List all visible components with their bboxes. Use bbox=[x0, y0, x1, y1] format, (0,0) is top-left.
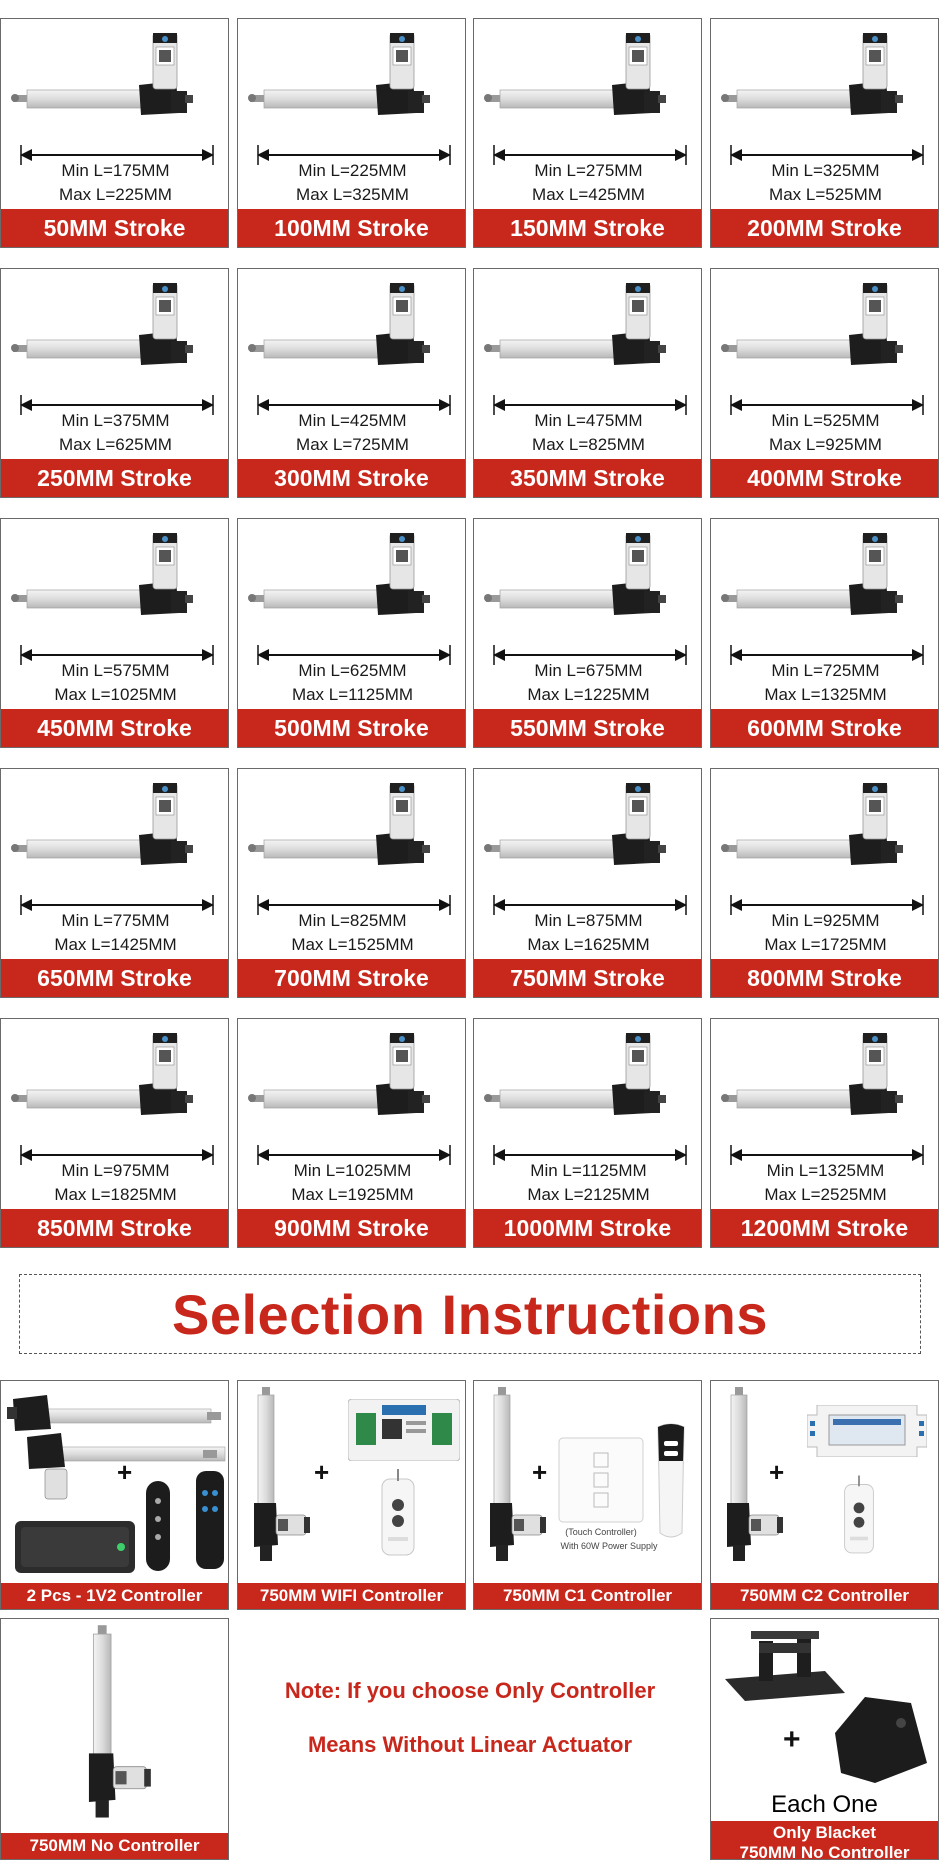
stroke-label: 1000MM Stroke bbox=[474, 1209, 701, 1247]
note-line-1: Note: If you choose Only Controller bbox=[284, 1678, 656, 1703]
stroke-row bbox=[0, 18, 940, 248]
max-length: Max L=1625MM bbox=[527, 935, 650, 954]
min-length: Min L=275MM bbox=[534, 161, 643, 180]
linear-actuator-image bbox=[248, 533, 460, 633]
controller-option-c1[interactable] bbox=[473, 1380, 702, 1610]
linear-actuator-image bbox=[11, 783, 223, 883]
plus-sign: + bbox=[532, 1457, 548, 1487]
bracket-label-line-1: Only Blacket bbox=[773, 1823, 876, 1842]
bracket-label-line-2: 750MM No Controller bbox=[739, 1843, 910, 1860]
min-length: Min L=225MM bbox=[298, 161, 407, 180]
max-length: Max L=625MM bbox=[59, 435, 172, 454]
min-length: Min L=525MM bbox=[771, 411, 880, 430]
stroke-label: 700MM Stroke bbox=[238, 959, 465, 997]
linear-actuator-image bbox=[484, 533, 696, 633]
min-length: Min L=425MM bbox=[298, 411, 407, 430]
stroke-card-900[interactable] bbox=[237, 1018, 466, 1248]
min-length: Min L=925MM bbox=[771, 911, 880, 930]
max-length: Max L=1025MM bbox=[54, 685, 177, 704]
stroke-card-800[interactable] bbox=[710, 768, 939, 998]
stroke-label: 350MM Stroke bbox=[474, 459, 701, 497]
stroke-label: 100MM Stroke bbox=[238, 209, 465, 247]
power-supply-caption: With 60W Power Supply bbox=[560, 1541, 658, 1551]
max-length: Max L=225MM bbox=[59, 185, 172, 204]
controller-label: 750MM C1 Controller bbox=[474, 1583, 701, 1609]
stroke-card-1000[interactable] bbox=[473, 1018, 702, 1248]
stroke-card-400[interactable] bbox=[710, 268, 939, 498]
stroke-label: 150MM Stroke bbox=[474, 209, 701, 247]
stroke-label: 600MM Stroke bbox=[711, 709, 938, 747]
stroke-row bbox=[0, 268, 940, 498]
min-length: Min L=825MM bbox=[298, 911, 407, 930]
note-line-2: Means Without Linear Actuator bbox=[307, 1732, 633, 1757]
stroke-card-350[interactable] bbox=[473, 268, 702, 498]
bracket-label bbox=[711, 1821, 938, 1860]
linear-actuator-image bbox=[11, 283, 223, 383]
touch-controller-icon bbox=[558, 1437, 644, 1523]
linear-actuator-image bbox=[248, 783, 460, 883]
wifi-controller-box-icon bbox=[348, 1399, 460, 1461]
linear-actuator-image bbox=[484, 33, 696, 133]
stroke-row bbox=[0, 768, 940, 998]
min-length: Min L=475MM bbox=[534, 411, 643, 430]
linear-actuator-image bbox=[721, 533, 933, 633]
controller-label: 750MM C2 Controller bbox=[711, 1583, 938, 1609]
min-length: Min L=725MM bbox=[771, 661, 880, 680]
min-length: Min L=1125MM bbox=[530, 1161, 647, 1180]
stroke-label: 550MM Stroke bbox=[474, 709, 701, 747]
linear-actuator-image bbox=[11, 533, 223, 633]
stroke-label: 250MM Stroke bbox=[1, 459, 228, 497]
stroke-label: 300MM Stroke bbox=[238, 459, 465, 497]
controller-option-1v2[interactable] bbox=[0, 1380, 229, 1610]
option-no-controller[interactable] bbox=[0, 1618, 229, 1860]
linear-actuator-image bbox=[484, 1033, 696, 1133]
stroke-card-150[interactable] bbox=[473, 18, 702, 248]
controller-label: 750MM WIFI Controller bbox=[238, 1583, 465, 1609]
max-length: Max L=325MM bbox=[296, 185, 409, 204]
linear-actuator-image bbox=[721, 1033, 933, 1133]
max-length: Max L=1825MM bbox=[54, 1185, 177, 1204]
stroke-label: 500MM Stroke bbox=[238, 709, 465, 747]
controller-1v2-image bbox=[1, 1381, 229, 1581]
max-length: Max L=1225MM bbox=[527, 685, 650, 704]
stroke-card-700[interactable] bbox=[237, 768, 466, 998]
min-length: Min L=575MM bbox=[61, 661, 170, 680]
bracket-caption: Each One bbox=[771, 1791, 878, 1818]
selection-instructions-box bbox=[19, 1274, 921, 1354]
remote-icon bbox=[841, 1475, 877, 1557]
stroke-label: 200MM Stroke bbox=[711, 209, 938, 247]
linear-actuator-image bbox=[248, 283, 460, 383]
remote-icon bbox=[378, 1469, 418, 1559]
max-length: Max L=725MM bbox=[296, 435, 409, 454]
stroke-card-600[interactable] bbox=[710, 518, 939, 748]
linear-actuator-image bbox=[721, 783, 933, 883]
remote-icon bbox=[654, 1421, 688, 1541]
plus-sign: + bbox=[769, 1457, 785, 1487]
stroke-card-100[interactable] bbox=[237, 18, 466, 248]
stroke-label: 450MM Stroke bbox=[1, 709, 228, 747]
c2-controller-box-icon bbox=[807, 1405, 927, 1457]
min-length: Min L=1325MM bbox=[766, 1161, 885, 1180]
min-length: Min L=325MM bbox=[771, 161, 880, 180]
touch-controller-caption: (Touch Controller) bbox=[565, 1527, 637, 1537]
mounting-bracket-icon bbox=[715, 1623, 935, 1789]
min-length: Min L=625MM bbox=[298, 661, 407, 680]
controller-option-c2[interactable] bbox=[710, 1380, 939, 1610]
min-length: Min L=975MM bbox=[61, 1161, 170, 1180]
stroke-card-200[interactable] bbox=[710, 18, 939, 248]
stroke-card-50[interactable] bbox=[0, 18, 229, 248]
stroke-label: 750MM Stroke bbox=[474, 959, 701, 997]
max-length: Max L=1725MM bbox=[764, 935, 887, 954]
max-length: Max L=525MM bbox=[769, 185, 882, 204]
stroke-row bbox=[0, 1018, 940, 1248]
max-length: Max L=1125MM bbox=[291, 685, 414, 704]
linear-actuator-image bbox=[11, 1033, 223, 1133]
max-length: Max L=2525MM bbox=[764, 1185, 887, 1204]
stroke-label: 850MM Stroke bbox=[1, 1209, 228, 1247]
min-length: Min L=775MM bbox=[61, 911, 170, 930]
stroke-card-300[interactable] bbox=[237, 268, 466, 498]
stroke-label: 1200MM Stroke bbox=[711, 1209, 938, 1247]
controller-label: 2 Pcs - 1V2 Controller bbox=[1, 1583, 228, 1609]
stroke-card-650[interactable] bbox=[0, 768, 229, 998]
min-length: Min L=375MM bbox=[61, 411, 170, 430]
min-length: Min L=875MM bbox=[534, 911, 643, 930]
stroke-label: 50MM Stroke bbox=[1, 209, 228, 247]
linear-actuator-image bbox=[248, 33, 460, 133]
stroke-label: 800MM Stroke bbox=[711, 959, 938, 997]
max-length: Max L=825MM bbox=[532, 435, 645, 454]
stroke-card-450[interactable] bbox=[0, 518, 229, 748]
stroke-card-1200[interactable] bbox=[710, 1018, 939, 1248]
max-length: Max L=1525MM bbox=[291, 935, 414, 954]
max-length: Max L=1425MM bbox=[54, 935, 177, 954]
max-length: Max L=425MM bbox=[532, 185, 645, 204]
bottom-row bbox=[0, 1618, 940, 1860]
max-length: Max L=2125MM bbox=[527, 1185, 650, 1204]
stroke-label: 400MM Stroke bbox=[711, 459, 938, 497]
plus-sign: + bbox=[783, 1723, 801, 1756]
selection-title: Selection Instructions bbox=[172, 1282, 768, 1346]
max-length: Max L=925MM bbox=[769, 435, 882, 454]
stroke-card-250[interactable] bbox=[0, 268, 229, 498]
stroke-label: 900MM Stroke bbox=[238, 1209, 465, 1247]
controller-option-wifi[interactable] bbox=[237, 1380, 466, 1610]
stroke-grid bbox=[0, 18, 940, 1268]
stroke-card-550[interactable] bbox=[473, 518, 702, 748]
linear-actuator-image bbox=[721, 33, 933, 133]
stroke-label: 650MM Stroke bbox=[1, 959, 228, 997]
min-length: Min L=175MM bbox=[61, 161, 170, 180]
linear-actuator-vertical-image bbox=[248, 1385, 318, 1575]
controller-label: 750MM No Controller bbox=[1, 1833, 228, 1859]
min-length: Min L=1025MM bbox=[293, 1161, 412, 1180]
linear-actuator-image bbox=[11, 33, 223, 133]
option-only-bracket[interactable] bbox=[710, 1618, 939, 1860]
linear-actuator-image bbox=[484, 283, 696, 383]
plus-sign: + bbox=[117, 1457, 133, 1487]
linear-actuator-image bbox=[484, 783, 696, 883]
linear-actuator-vertical-image bbox=[81, 1623, 161, 1833]
max-length: Max L=1325MM bbox=[764, 685, 887, 704]
stroke-card-750[interactable] bbox=[473, 768, 702, 998]
linear-actuator-image bbox=[721, 283, 933, 383]
min-length: Min L=675MM bbox=[534, 661, 643, 680]
max-length: Max L=1925MM bbox=[291, 1185, 414, 1204]
stroke-row bbox=[0, 518, 940, 748]
stroke-card-850[interactable] bbox=[0, 1018, 229, 1248]
controller-options-row bbox=[0, 1380, 940, 1610]
stroke-card-500[interactable] bbox=[237, 518, 466, 748]
linear-actuator-image bbox=[248, 1033, 460, 1133]
plus-sign: + bbox=[314, 1457, 330, 1487]
note-text bbox=[237, 1678, 703, 1786]
